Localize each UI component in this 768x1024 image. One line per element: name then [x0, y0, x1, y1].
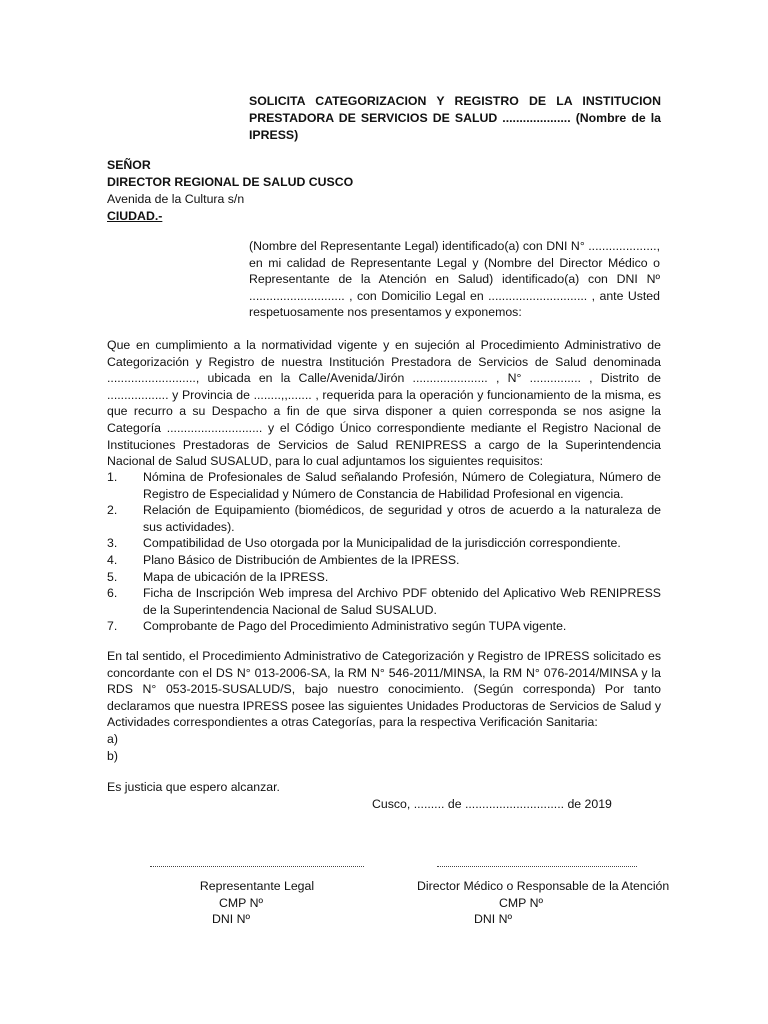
list-item-number: 4.: [107, 552, 118, 567]
signature-line-left: [150, 866, 364, 867]
signature-dni: DNI Nº: [474, 912, 512, 927]
list-item-text: Ficha de Inscripción Web impresa del Archivo PDF obtenido del Aplicativo Web RENIPRESS de la Superintendencia Nacional de Salud SUSALUD.: [143, 586, 661, 617]
list-item: [107, 618, 661, 635]
sub-item-a: a): [107, 732, 118, 746]
list-item-text: Relación de Equipamiento (biomédicos, de seguridad y otros de acuerdo a la naturaleza de sus actividades).: [143, 503, 661, 534]
salutation: SEÑOR: [107, 158, 151, 172]
date-line: Cusco, ......... de ............................. de 2019: [372, 797, 612, 811]
signature-block-legal-rep: [150, 878, 364, 928]
sub-item-b: b): [107, 749, 118, 763]
list-item: [107, 552, 661, 569]
main-paragraph: Que en cumplimiento a la normatividad vigente y en sujeción al Procedimiento Administrativo de Categorización y Registro de nuestra Institución Prestadora de Servicios de Salud denominada .........................., ubicada en la Calle/Avenida/Jirón ...................... , N° ............... , Distrito de .................. y Provincia de ........,,....... , requerida para la operación y funcionamiento de la misma, es que recurro a su Despacho a fin de que sirva disponer a quien corresponda se nos asigne la Categoría ............................ y el Código Único correspondiente mediante el Registro Nacional de Instituciones Prestadoras de Servicios de Salud RENIPRESS a cargo de la Superintendencia Nacional de Salud SUSALUD, para lo cual adjuntamos los siguientes requisitos:: [107, 338, 661, 469]
signature-role: Director Médico o Responsable de la Atención: [417, 879, 670, 893]
list-item-number: 5.: [107, 569, 118, 584]
signature-role: Representante Legal: [199, 879, 315, 893]
intro-paragraph: (Nombre del Representante Legal) identificado(a) con DNI N° ...................., en mi calidad de Representante Legal y (Nombre del Director Médico o Representante de la Atención en Salud) identificado(a) con DNI Nº ............................ , con Domicilio Legal en ............................. , ante Usted respetuosamente nos presentamos y exponemos:: [249, 239, 660, 320]
addressee-address: Avenida de la Cultura s/n: [107, 192, 245, 206]
list-item-number: 2.: [107, 503, 118, 518]
addressee-title: DIRECTOR REGIONAL DE SALUD CUSCO: [107, 175, 354, 189]
closing-line: Es justicia que espero alcanzar.: [107, 780, 280, 794]
signature-line-right: [437, 866, 637, 867]
signature-cmp: CMP Nº: [219, 895, 263, 910]
list-item-text: Compatibilidad de Uso otorgada por la Municipalidad de la jurisdicción correspondiente.: [143, 536, 621, 551]
list-item-number: 1.: [107, 470, 118, 484]
requirements-list: [107, 469, 661, 635]
list-item: [107, 502, 661, 535]
list-item-text: Mapa de ubicación de la IPRESS.: [143, 569, 329, 584]
second-paragraph: En tal sentido, el Procedimiento Administrativo de Categorización y Registro de IPRESS solicitado es concordante con el DS N° 013-2006-SA, la RM N° 546-2011/MINSA, la RM N° 076-2014/MINSA y la RDS N° 053-2015-SUSALUD/S, bajo nuestro conocimiento. (Según corresponda) Por tanto declaramos que nuestra IPRESS posee las siguientes Unidades Productoras de Servicios de Salud y Actividades correspondientes a otras Categorías, para la respectiva Verificación Sanitaria:: [107, 649, 661, 730]
list-item: [107, 535, 661, 552]
addressee-block: [107, 157, 527, 225]
list-item-text: Nómina de Profesionales de Salud señalando Profesión, Número de Colegiatura, Número de Registro de Especialidad y Número de Constancia de Habilidad Profesional en vigencia.: [143, 470, 661, 501]
list-item-text: Plano Básico de Distribución de Ambientes de la IPRESS.: [143, 552, 460, 567]
signature-dni: DNI Nº: [212, 912, 250, 927]
list-item: [107, 469, 661, 502]
list-item-number: 6.: [107, 586, 118, 601]
list-item: [107, 585, 661, 618]
signature-block-medical-director: [417, 878, 670, 928]
subject-line: SOLICITA CATEGORIZACION Y REGISTRO DE LA INSTITUCION PRESTADORA DE SERVICIOS DE SALUD .................... (Nombre de la IPRESS): [249, 94, 661, 142]
list-item: [107, 569, 661, 586]
addressee-city: CIUDAD.-: [107, 209, 163, 223]
list-item-text: Comprobante de Pago del Procedimiento Administrativo según TUPA vigente.: [143, 619, 567, 634]
list-item-number: 3.: [107, 536, 118, 551]
signature-cmp: CMP Nº: [499, 895, 543, 910]
list-item-number: 7.: [107, 619, 118, 634]
